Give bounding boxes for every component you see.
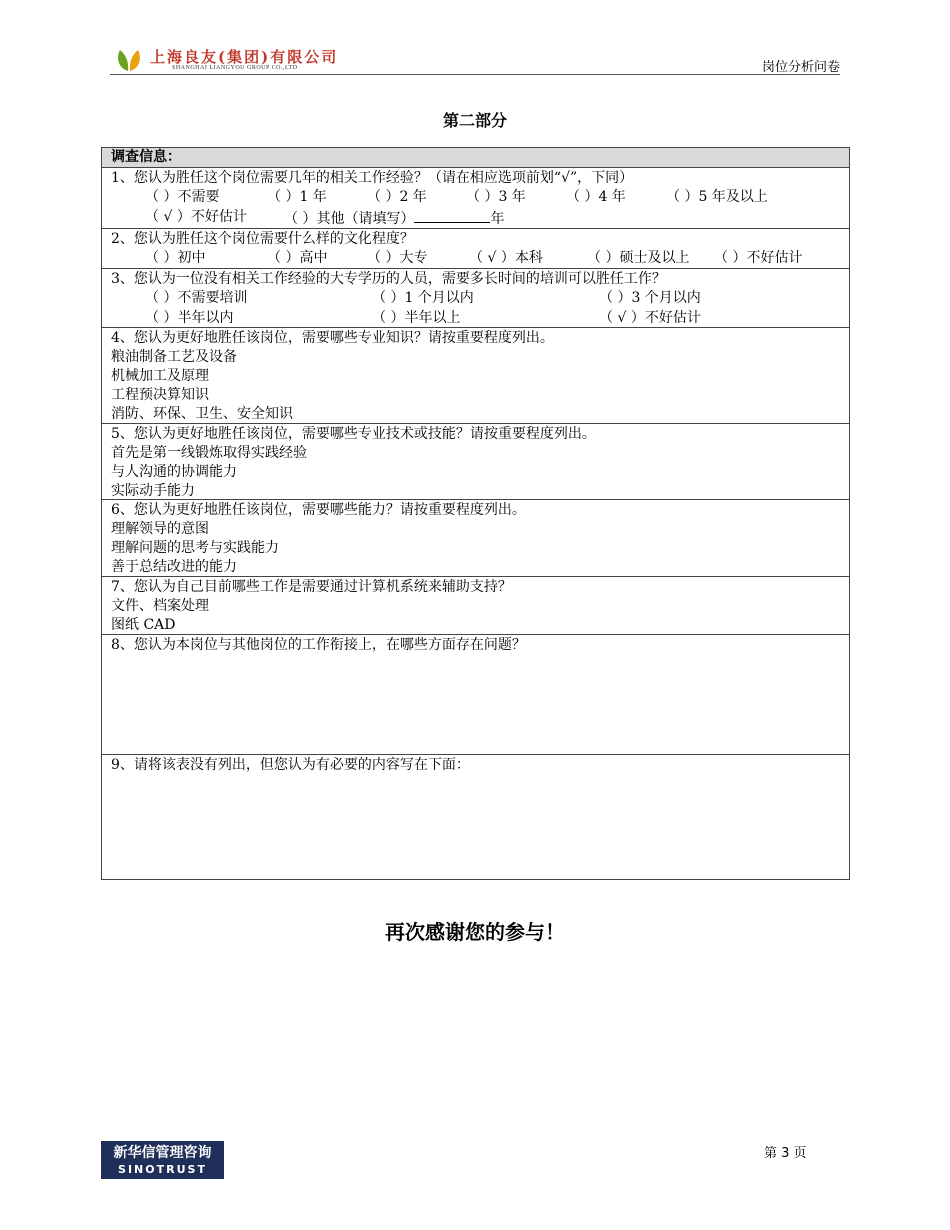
answer-line: 善于总结改进的能力: [111, 559, 237, 575]
option-item[interactable]: （ ）不好估计: [714, 250, 803, 266]
survey-form: [101, 147, 850, 880]
company-name-cn: 上海良友(集团)有限公司: [150, 48, 339, 66]
option-item[interactable]: （ √ ）不好估计: [599, 310, 701, 326]
question-4: [102, 328, 849, 424]
option-item[interactable]: （ ）高中: [267, 250, 328, 266]
option-row: [111, 309, 840, 328]
option-item[interactable]: （ ）5 年及以上: [666, 189, 768, 205]
document-title: 岗位分析问卷: [761, 60, 840, 75]
question-2: [102, 229, 849, 269]
thank-you-message: 再次感谢您的参与！: [385, 920, 565, 944]
question-6: [102, 500, 849, 577]
option-item[interactable]: （ ）初中: [145, 250, 206, 266]
answer-line: 消防、环保、卫生、安全知识: [111, 406, 293, 422]
company-name-en: SHANGHAI LIANGYOU GROUP CO.,LTD: [172, 65, 298, 71]
question-text: 1、您认为胜任这个岗位需要几年的相关工作经验？（请在相应选项前划“√”，下同）: [111, 170, 634, 186]
question-text: 9、请将该表没有列出，但您认为有必要的内容写在下面：: [111, 757, 470, 773]
question-1: [102, 168, 849, 229]
option-row: [111, 289, 840, 309]
option-item[interactable]: （ ）1 个月以内: [372, 290, 474, 306]
option-label: （ ）其他（请填写）: [284, 211, 415, 227]
footer-logo-cn: 新华信管理咨询: [113, 1145, 212, 1161]
question-5: [102, 424, 849, 500]
option-item[interactable]: （ ）1 年: [267, 189, 327, 205]
sinotrust-logo: [101, 1141, 224, 1179]
question-8[interactable]: [102, 635, 849, 755]
answer-line: 机械加工及原理: [111, 368, 209, 384]
survey-header: 调查信息：: [102, 148, 849, 168]
question-text: 3、您认为一位没有相关工作经验的大专学历的人员，需要多长时间的培训可以胜任工作？: [111, 271, 666, 287]
question-text: 6、您认为更好地胜任该岗位，需要哪些能力？请按重要程度列出。: [111, 502, 526, 518]
page-header: [110, 44, 840, 75]
option-row: [111, 188, 840, 208]
option-item[interactable]: （ ）不需要培训: [145, 290, 248, 306]
option-item[interactable]: （ ）硕士及以上: [587, 250, 690, 266]
answer-line: 实际动手能力: [111, 483, 195, 499]
option-other[interactable]: [284, 208, 504, 229]
footer-logo-en: SINOTRUST: [118, 1163, 207, 1176]
option-item[interactable]: （ ）2 年: [367, 189, 427, 205]
answer-line: 理解问题的思考与实践能力: [111, 540, 279, 556]
option-row: [111, 249, 840, 269]
option-item[interactable]: （ ）大专: [367, 250, 428, 266]
option-item[interactable]: （ ）3 个月以内: [599, 290, 701, 306]
question-3: [102, 269, 849, 328]
leaf-logo-icon: [114, 46, 144, 72]
option-item[interactable]: （ ）4 年: [566, 189, 626, 205]
unit-label: 年: [490, 211, 505, 227]
question-text: 7、您认为自己目前哪些工作是需要通过计算机系统来辅助支持？: [111, 579, 512, 595]
part-title: 第二部分: [442, 111, 507, 130]
option-item[interactable]: （ ）半年以上: [372, 310, 461, 326]
option-item[interactable]: （ ）不需要: [145, 189, 220, 205]
option-item[interactable]: （ √ ）本科: [469, 250, 543, 266]
answer-line: 图纸 CAD: [111, 617, 176, 633]
question-9[interactable]: [102, 755, 849, 880]
answer-line: 文件、档案处理: [111, 598, 209, 614]
question-text: 5、您认为更好地胜任该岗位，需要哪些专业技术或技能？请按重要程度列出。: [111, 426, 596, 442]
answer-line: 粮油制备工艺及设备: [111, 349, 237, 365]
option-item[interactable]: （ ）半年以内: [145, 310, 234, 326]
option-item[interactable]: （ √ ）不好估计: [145, 209, 247, 225]
page-number: 第 3 页: [764, 1146, 807, 1161]
question-text: 8、您认为本岗位与其他岗位的工作衔接上，在哪些方面存在问题？: [111, 637, 526, 653]
question-text: 2、您认为胜任这个岗位需要什么样的文化程度？: [111, 231, 414, 247]
question-text: 4、您认为更好地胜任该岗位，需要哪些专业知识？请按重要程度列出。: [111, 330, 554, 346]
answer-line: 工程预决算知识: [111, 387, 209, 403]
fill-in-blank[interactable]: [414, 208, 490, 223]
option-item[interactable]: （ ）3 年: [466, 189, 526, 205]
option-row: [111, 208, 840, 228]
answer-line: 理解领导的意图: [111, 521, 209, 537]
answer-line: 首先是第一线锻炼取得实践经验: [111, 445, 307, 461]
question-7: [102, 577, 849, 635]
answer-line: 与人沟通的协调能力: [111, 464, 237, 480]
